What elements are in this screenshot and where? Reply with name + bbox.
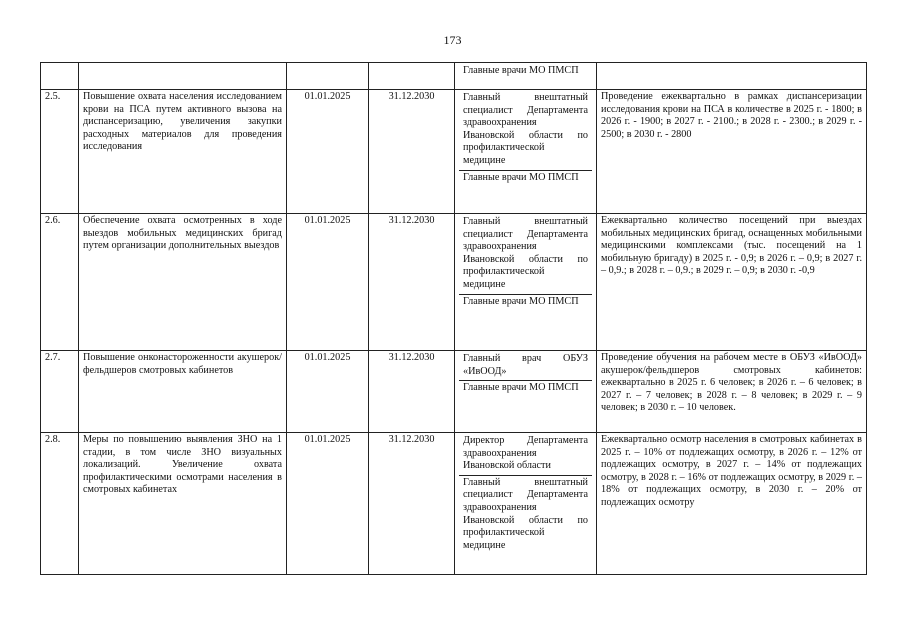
responsible-secondary: Главные врачи МО ПМСП <box>459 294 592 311</box>
row-number <box>41 63 79 90</box>
responsible-cell <box>455 90 597 214</box>
end-date: 31.12.2030 <box>369 214 455 351</box>
responsible-cell <box>455 214 597 351</box>
end-date: 31.12.2030 <box>369 351 455 433</box>
row-number: 2.8. <box>41 433 79 575</box>
measures-table <box>40 62 867 575</box>
task-text: Повышение онконастороженности акушерок/фельдшеров смотровых кабинетов <box>79 351 287 433</box>
table-row <box>41 351 867 433</box>
end-date: 31.12.2030 <box>369 433 455 575</box>
responsible-primary: Главные врачи МО ПМСП <box>463 65 579 76</box>
result-text: Ежеквартально осмотр населения в смотровых кабинетах в 2025 г. – 10% от подлежащих осмотру, в 2026 г. – 12% от подлежащих осмотру, в 2027 г. – 14% от подлежащих осмотру, в 2028 г. – 16% от подлежащих осмотру, в 2029 г. – 18% от подлежащих осмотру, в 2030 г. – 20% от подлежащих осмотру <box>597 433 867 575</box>
responsible-cell <box>455 433 597 575</box>
result-text <box>597 63 867 90</box>
result-text: Ежеквартально количество посещений при выездах мобильных медицинских бригад, оснащенных мобильными медицинскими комплексами (тыс. посещений на 1 мобильную бригаду) в 2025 г. - 0,9; в 2026 г. – 0,9; в 2027 г. – 0,9.; в 2028 г. – 0,9.; в 2029 г. – 0,9; в 2030 г. -0,9 <box>597 214 867 351</box>
task-text: Повышение охвата населения исследованием крови на ПСА путем активного вызова на диспансеризацию, увеличения закупки расходных материалов для проведения исследования <box>79 90 287 214</box>
responsible-primary: Директор Департамента здравоохранения Ивановской области <box>463 435 588 472</box>
start-date: 01.01.2025 <box>287 351 369 433</box>
table-row <box>41 433 867 575</box>
task-text: Обеспечение охвата осмотренных в ходе выездов мобильных медицинских бригад путем организации дополнительных выездов <box>79 214 287 351</box>
responsible-secondary: Главные врачи МО ПМСП <box>459 170 592 187</box>
responsible-secondary: Главные врачи МО ПМСП <box>459 380 592 397</box>
start-date: 01.01.2025 <box>287 214 369 351</box>
table-row <box>41 214 867 351</box>
start-date: 01.01.2025 <box>287 90 369 214</box>
start-date <box>287 63 369 90</box>
responsible-primary: Главный врач ОБУЗ «ИвООД» <box>463 353 588 377</box>
table-row <box>41 90 867 214</box>
row-number: 2.6. <box>41 214 79 351</box>
responsible-primary: Главный внештатный специалист Департамента здравоохранения Ивановской области по профилактической медицине <box>463 92 588 166</box>
responsible-cell <box>455 351 597 433</box>
row-number: 2.5. <box>41 90 79 214</box>
result-text: Проведение ежеквартально в рамках диспансеризации исследования крови на ПСА в количестве в 2025 г. - 1800; в 2026 г. - 1900; в 2027 г. - 2100.; в 2028 г. - 2300.; в 2029 г. - 2500; в 2030 г. - 2800 <box>597 90 867 214</box>
row-number: 2.7. <box>41 351 79 433</box>
task-text: Меры по повышению выявления ЗНО на 1 стадии, в том числе ЗНО визуальных локализаций. Увеличение охвата профилактическими осмотрами населения в смотровых кабинетах <box>79 433 287 575</box>
start-date: 01.01.2025 <box>287 433 369 575</box>
responsible-cell <box>455 63 597 90</box>
end-date <box>369 63 455 90</box>
task-text <box>79 63 287 90</box>
end-date: 31.12.2030 <box>369 90 455 214</box>
responsible-secondary: Главный внештатный специалист Департамента здравоохранения Ивановской области по профилактической медицине <box>459 475 592 555</box>
page-number: 173 <box>443 33 462 47</box>
table-row <box>41 63 867 90</box>
result-text: Проведение обучения на рабочем месте в ОБУЗ «ИвООД» акушерок/фельдшеров смотровых кабинетов: ежеквартально в 2025 г. 6 человек; в 2026 г. – 6 человек; в 2027 г. – 7 человек; в 2028 г. – 8 человек; в 2029 г. – 9 человек; в 2030 г. – 10 человек. <box>597 351 867 433</box>
responsible-primary: Главный внештатный специалист Департамента здравоохранения Ивановской области по профилактической медицине <box>463 216 588 290</box>
